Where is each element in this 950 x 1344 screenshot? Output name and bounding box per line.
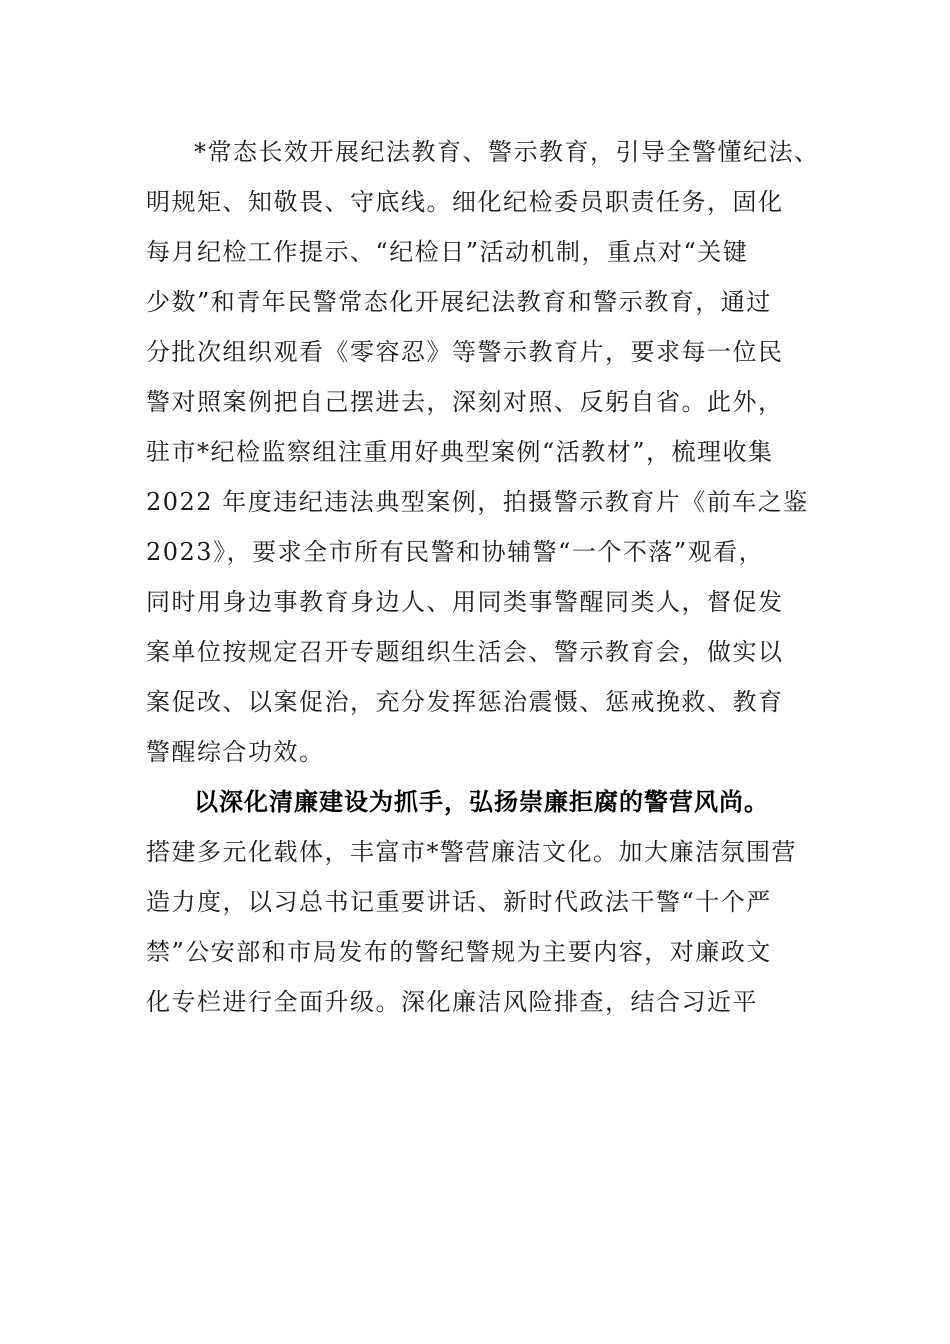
paragraph-1-line-4: 少数”和青年民警常态化开展纪法教育和警示教育，通过 [146,288,772,316]
paragraph-1-line-11: 案单位按规定召开专题组织生活会、警示教育会，做实以 [146,638,784,666]
paragraph-1-line-10: 同时用身边事教育身边人、用同类事警醒同类人，督促发 [146,588,784,616]
paragraph-1-line-5: 分批次组织观看《零容忍》等警示教育片，要求每一位民 [146,338,784,366]
paragraph-1-line-12: 案促改、以案促治，充分发挥惩治震慑、惩戒挽救、教育 [146,688,784,716]
section-heading: 以深化清廉建设为抓手，弘扬崇廉拒腐的警营风尚。 [194,787,769,816]
paragraph-2-line-4: 化专栏进行全面升级。深化廉洁风险排查，结合习近平 [146,988,758,1016]
paragraph-2-line-1: 搭建多元化载体，丰富市*警营廉洁文化。加大廉洁氛围营 [146,838,797,866]
paragraph-1-line-1: *常态长效开展纪法教育、警示教育，引导全警懂纪法、 [194,138,820,166]
paragraph-1-line-2: 明规矩、知敬畏、守底线。细化纪检委员职责任务，固化 [146,188,784,216]
paragraph-2-line-3: 禁”公安部和市局发布的警纪警规为主要内容，对廉政文 [146,938,772,966]
paragraph-1-line-9: 2023》，要求全市所有民警和协辅警“一个不落”观看， [146,538,765,566]
paragraph-1-line-3: 每月纪检工作提示、“纪检日”活动机制，重点对“关键 [146,238,749,266]
paragraph-1-line-6: 警对照案例把自己摆进去，深刻对照、反躬自省。此外， [146,388,784,416]
paragraph-1-line-13: 警醒综合功效。 [146,738,325,766]
paragraph-2-line-2: 造力度，以习总书记重要讲话、新时代政法干警“十个严 [146,888,772,916]
paragraph-1-line-7: 驻市*纪检监察组注重用好典型案例“活教材”，梳理收集 [146,438,774,466]
paragraph-1-line-8: 2022 年度违纪违法典型案例，拍摄警示教育片《前车之鉴 [146,488,809,516]
